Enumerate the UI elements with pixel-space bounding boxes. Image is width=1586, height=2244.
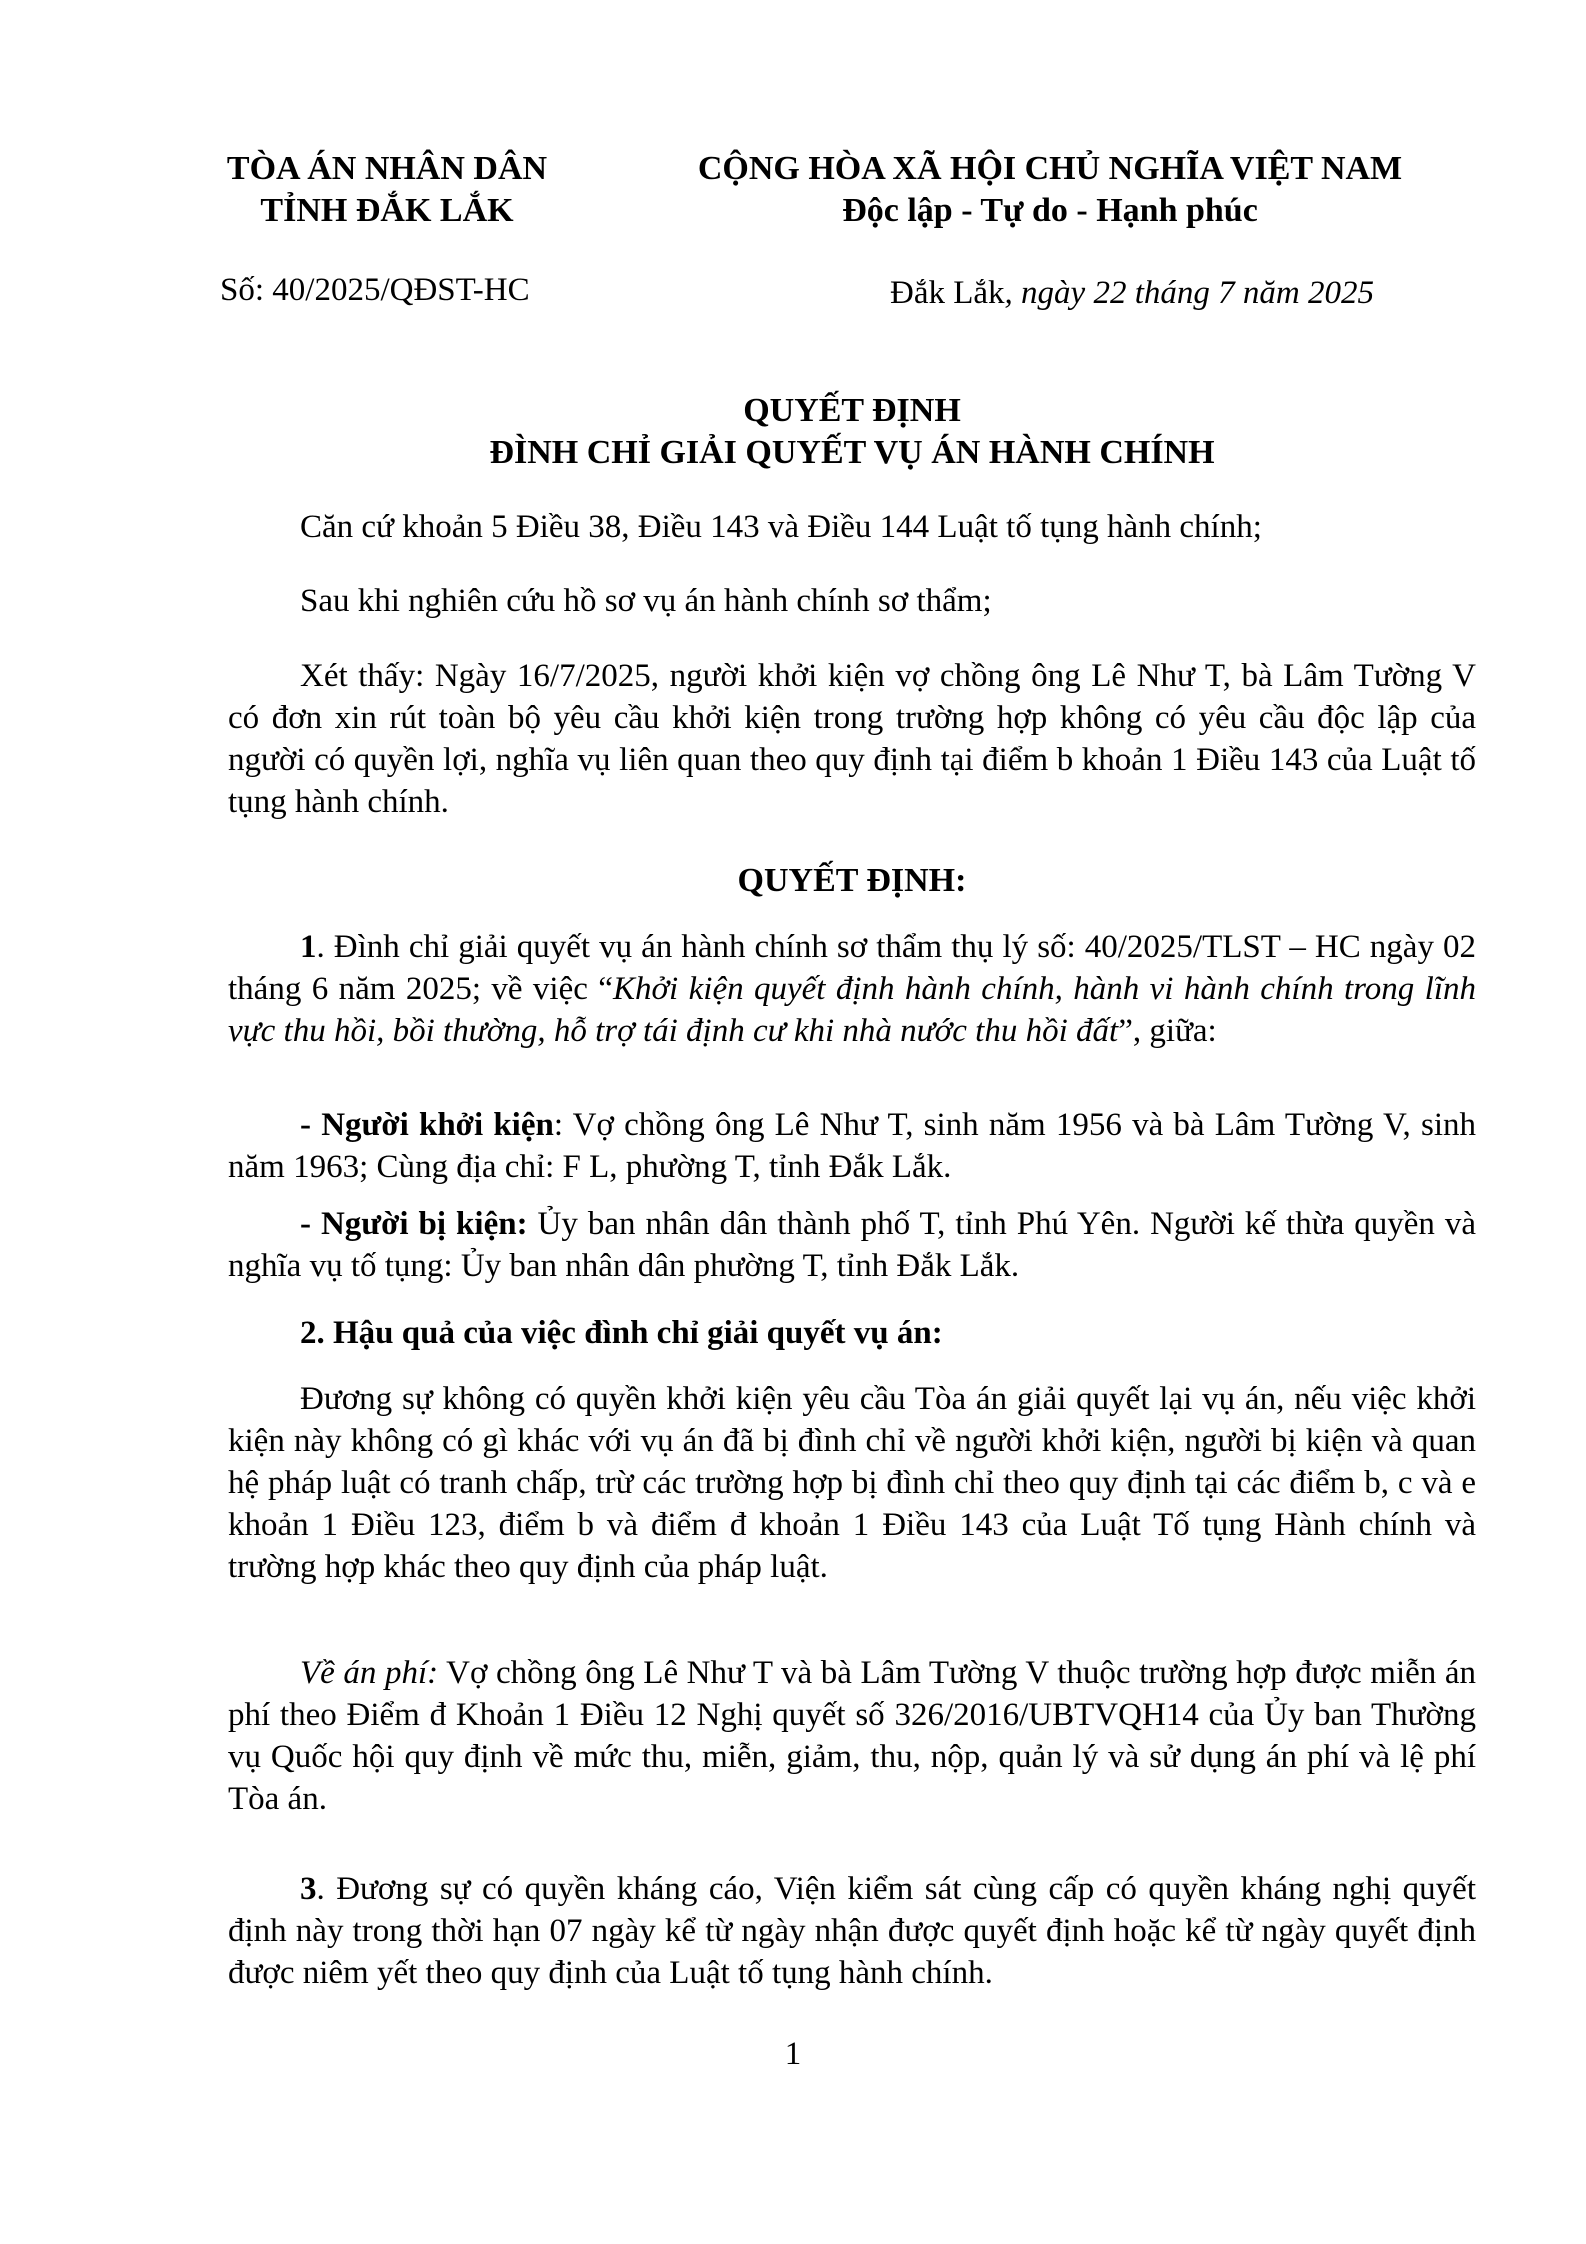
consideration-paragraph: Xét thấy: Ngày 16/7/2025, người khởi kiện vợ chồng ông Lê Như T, bà Lâm Tường V có đơn xin rút toàn bộ yêu cầu khởi kiện trong trường hợp không có yêu cầu độc lập của người có quyền lợi, nghĩa vụ liên quan theo quy định tại điểm b khoản 1 Điều 143 của Luật tố tụng hành chính. [228, 658, 1476, 820]
document-number: Số: 40/2025/QĐST-HC [220, 272, 530, 308]
plaintiff-paragraph [228, 1104, 1476, 1188]
page-number: 1 [784, 2036, 802, 2072]
court-fee-label: Về án phí: [300, 1655, 439, 1691]
item-3-text: . Đương sự có quyền kháng cáo, Viện kiểm sát cùng cấp có quyền kháng nghị quyết định này trong thời hạn 07 ngày kể từ ngày nhận được quyết định hoặc kể từ ngày quyết định được niêm yết theo quy định của Luật tố tụng hành chính. [228, 1871, 1476, 1991]
court-fee-text: Vợ chồng ông Lê Như T và bà Lâm Tường V thuộc trường hợp được miễn án phí theo Điểm đ Khoản 1 Điều 12 Nghị quyết số 326/2016/UBTVQH14 của Ủy ban Thường vụ Quốc hội quy định về mức thu, miễn, giảm, thu, nộp, quản lý và sử dụng án phí và lệ phí Tòa án. [228, 1655, 1476, 1817]
item-1-paragraph [228, 926, 1476, 1052]
decision-heading: QUYẾT ĐỊNH: [737, 862, 967, 899]
legal-basis: Căn cứ khoản 5 Điều 38, Điều 143 và Điều 144 Luật tố tụng hành chính; [300, 509, 1262, 545]
issue-place: Đắk Lắk [890, 275, 1005, 311]
item-1-number: 1 [300, 929, 317, 965]
plaintiff-label: - Người khởi kiện [300, 1107, 554, 1143]
defendant-text: Ủy ban nhân dân thành phố T, tỉnh Phú Yên. Người kế thừa quyền và nghĩa vụ tố tụng: Ủy ban nhân dân phường T, tỉnh Đắk Lắk. [228, 1206, 1476, 1284]
issue-place-date [890, 275, 1374, 312]
court-name-line1: TÒA ÁN NHÂN DÂN [226, 150, 548, 187]
decision-subtitle: ĐÌNH CHỈ GIẢI QUYẾT VỤ ÁN HÀNH CHÍNH [489, 434, 1215, 471]
court-name-line2: TỈNH ĐẮK LẮK [260, 192, 514, 229]
national-motto: Độc lập - Tự do - Hạnh phúc [842, 192, 1258, 229]
item-2-heading [300, 1312, 943, 1354]
item-2-heading-text: . Hậu quả của việc đình chỉ giải quyết vụ án: [316, 1315, 943, 1351]
item-1-text-end: ”, giữa: [1118, 1013, 1217, 1049]
item-3-paragraph [228, 1868, 1476, 1994]
plaintiff-text: : Vợ chồng ông Lê Như T, sinh năm 1956 và bà Lâm Tường V, sinh năm 1963; Cùng địa chỉ: F L, phường T, tỉnh Đắk Lắk. [228, 1107, 1476, 1185]
republic-title: CỘNG HÒA XÃ HỘI CHỦ NGHĨA VIỆT NAM [697, 150, 1403, 187]
consequence-paragraph: Đương sự không có quyền khởi kiện yêu cầu Tòa án giải quyết lại vụ án, nếu việc khởi kiện này không có gì khác với vụ án đã bị đình chỉ về người khởi kiện, người bị kiện và quan hệ pháp luật có tranh chấp, trừ các trường hợp bị đình chỉ theo quy định tại các điểm b, c và e khoản 1 Điều 123, điểm b và điểm đ khoản 1 Điều 143 của Luật Tố tụng Hành chính và trường hợp khác theo quy định của pháp luật. [228, 1381, 1476, 1585]
item-1-case-subject: Khởi kiện quyết định hành chính, hành vi hành chính trong lĩnh vực thu hồi, bồi thường, hỗ trợ tái định cư khi nhà nước thu hồi đất [228, 971, 1476, 1049]
item-3-number: 3 [300, 1871, 317, 1907]
case-review: Sau khi nghiên cứu hồ sơ vụ án hành chính sơ thẩm; [300, 583, 992, 619]
court-fee-paragraph [228, 1652, 1476, 1820]
defendant-label: - Người bị kiện: [300, 1206, 528, 1242]
defendant-paragraph [228, 1203, 1476, 1287]
decision-title: QUYẾT ĐỊNH [743, 392, 961, 429]
item-1-text: . Đình chỉ giải quyết vụ án hành chính sơ thẩm thụ lý số: 40/2025/TLST – HC ngày 02 tháng 6 năm 2025; về việc “ [228, 929, 1476, 1007]
issue-date: , ngày 22 tháng 7 năm 2025 [1004, 275, 1374, 311]
item-2-number: 2 [300, 1315, 317, 1351]
